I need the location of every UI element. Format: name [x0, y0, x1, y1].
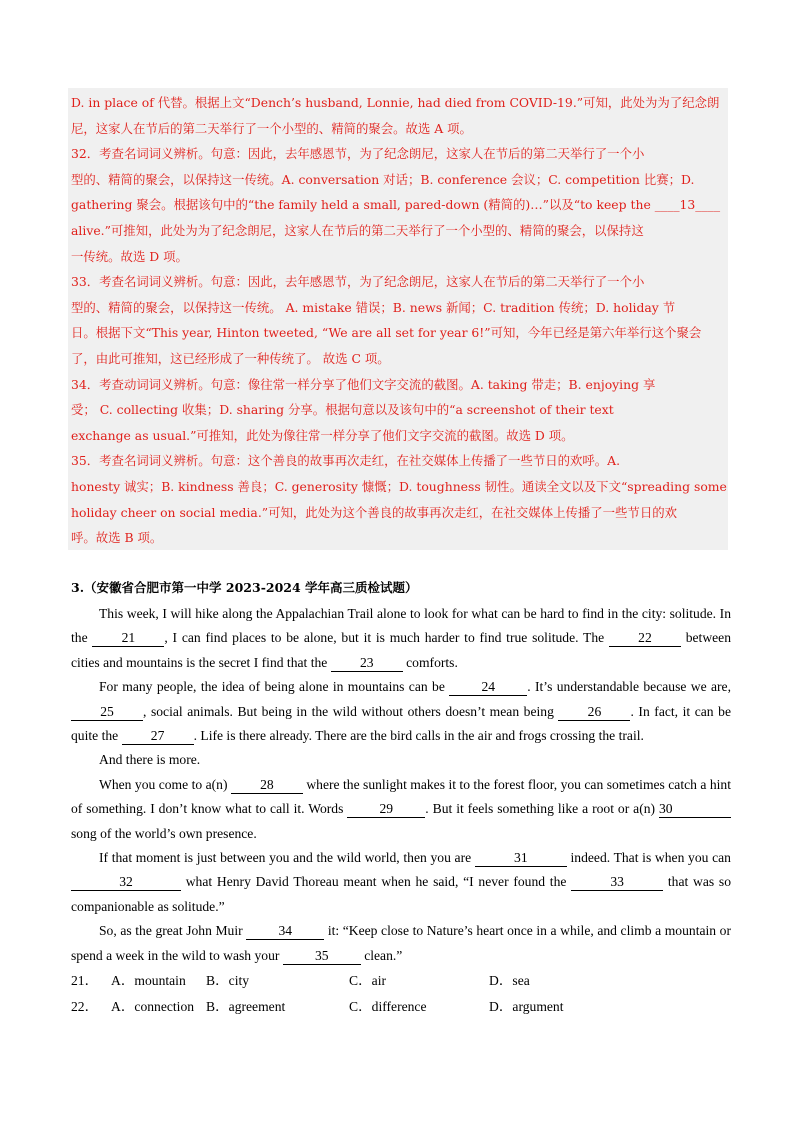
blank-31[interactable]: 31 — [475, 850, 567, 867]
option-b[interactable]: B．agreement — [206, 999, 286, 1014]
blank-23[interactable]: 23 — [331, 655, 403, 672]
answer-line: 一传统。故选 D 项。 — [71, 248, 188, 264]
passage-paragraph: For many people, the idea of being alone in mountains can be 24 . It’s understandable because we are, 25 , social animals. But being in the wild without others doesn’t mean being 26 . In fact, it can be quite the 27 . Life is there already. There are the bird calls in the air and frogs crossing the trail. — [71, 679, 732, 744]
answer-line: 尼，这家人在节后的第二天举行了一个小型的、精简的聚会。故选 A 项。 — [71, 120, 472, 136]
answer-line: D. in place of 代替。根据上文“Dench’s husband, Lonnie, had died from COVID-19.”可知，此处为为了纪念朗 — [71, 95, 720, 110]
blank-35[interactable]: 35 — [283, 948, 361, 965]
passage-paragraph: If that moment is just between you and the wild world, then you are 31 indeed. That is when you can 32 what Henry David Thoreau meant when he said, “I never found the 33 that was so companionable as solitude.” — [71, 850, 731, 914]
answer-line: 34．考查动词词义辨析。句意：像往常一样分享了他们文字交流的截图。A. taking 带走；B. enjoying 享 — [71, 376, 656, 392]
blank-27[interactable]: 27 — [122, 728, 194, 745]
answer-line: holiday cheer on social media.”可知，此处为这个善良的故事再次走红，在社交媒体上传播了一些节日的欢 — [71, 504, 677, 520]
answer-line: 33．考查名词词义辨析。句意：因此，去年感恩节，为了纪念朗尼，这家人在节后的第二天举行了一个小 — [71, 274, 645, 290]
answer-options — [71, 969, 731, 1021]
answer-line: honesty 诚实；B. kindness 善良；C. generosity 慷慨；D. toughness 韧性。通读全文以及下文“spreading some — [71, 478, 727, 494]
blank-22[interactable]: 22 — [609, 630, 681, 647]
option-d[interactable]: D．argument — [489, 999, 564, 1014]
answer-line: 日。根据下文“This year, Hinton tweeted, “We are all set for year 6!”可知，今年已经是第六年举行这个聚会 — [71, 325, 702, 341]
option-d[interactable]: D．sea — [489, 973, 530, 988]
blank-26[interactable]: 26 — [558, 704, 630, 721]
answer-line: 呼。故选 B 项。 — [71, 530, 163, 546]
cloze-passage — [71, 602, 731, 968]
blank-25[interactable]: 25 — [71, 704, 143, 721]
option-a[interactable]: A．mountain — [111, 973, 186, 988]
option-row-22 — [71, 995, 731, 1021]
option-row-21 — [71, 969, 731, 995]
answer-line: gathering 聚会。根据该句中的“the family held a small, pared-down (精简的)…”以及“to keep the ____13____ — [71, 197, 721, 213]
blank-28[interactable]: 28 — [231, 777, 303, 794]
answer-line: 型的、精简的聚会，以保持这一传统。 A. mistake 错误；B. news 新闻；C. tradition 传统；D. holiday 节 — [71, 299, 676, 315]
question-number: 22． — [71, 999, 99, 1014]
question-title: 3.（安徽省合肥市第一中学 2023-2024 学年高三质检试题） — [71, 580, 418, 595]
answer-line: 型的、精简的聚会，以保持这一传统。A. conversation 对话；B. conference 会议；C. competition 比赛；D. — [71, 171, 695, 187]
answer-line: 了，由此可推知，这已经形成了一种传统了。 故选 C 项。 — [71, 350, 390, 366]
passage-paragraph: And there is more. — [99, 752, 201, 768]
blank-29[interactable]: 29 — [347, 801, 425, 818]
question-number: 21． — [71, 973, 99, 988]
passage-paragraph: So, as the great John Muir 34 it: “Keep close to Nature’s heart once in a while, and climb a mountain or spend a week in the wild to wash your 35 clean.” — [71, 923, 731, 963]
answer-line: 受； C. collecting 收集；D. sharing 分享。根据句意以及该句中的“a screenshot of their text — [71, 402, 614, 418]
blank-30[interactable]: 30 — [659, 801, 731, 818]
passage-paragraph: This week, I will hike along the Appalachian Trail alone to look for what can be hard to find in the city: solitude. In the 21 , I can find places to be alone, but it is much harder to find true solitude. The 22 between cities and mountains is the secret I find that the 23 comforts. — [71, 606, 732, 670]
option-b[interactable]: B．city — [206, 973, 250, 988]
blank-33[interactable]: 33 — [571, 874, 663, 891]
answer-line: exchange as usual.”可推知，此处为像往常一样分享了他们文字交流的截图。故选 D 项。 — [71, 427, 574, 443]
blank-24[interactable]: 24 — [449, 679, 527, 696]
answer-line: 32．考查名词词义辨析。句意：因此，去年感恩节，为了纪念朗尼，这家人在节后的第二天举行了一个小 — [71, 146, 645, 162]
passage-paragraph: When you come to a(n) 28 where the sunlight makes it to the forest floor, you can sometimes catch a hint of something. I don’t know what to call it. Words 29 . But it feels something like a root or a(n) 30 song of the world’s own presence. — [71, 776, 731, 841]
blank-21[interactable]: 21 — [92, 630, 164, 647]
answer-explanation-box — [68, 88, 728, 550]
blank-34[interactable]: 34 — [246, 923, 324, 940]
answer-line: 35．考查名词词义辨析。句意：这个善良的故事再次走红，在社交媒体上传播了一些节日的欢呼。A. — [71, 453, 621, 469]
blank-32[interactable]: 32 — [71, 874, 181, 891]
option-c[interactable]: C．difference — [349, 999, 427, 1014]
option-a[interactable]: A．connection — [111, 999, 195, 1014]
option-c[interactable]: C．air — [349, 973, 386, 988]
answer-line: alive.”可推知，此处为为了纪念朗尼，这家人在节后的第二天举行了一个小型的、精简的聚会，以保持这 — [71, 222, 644, 238]
